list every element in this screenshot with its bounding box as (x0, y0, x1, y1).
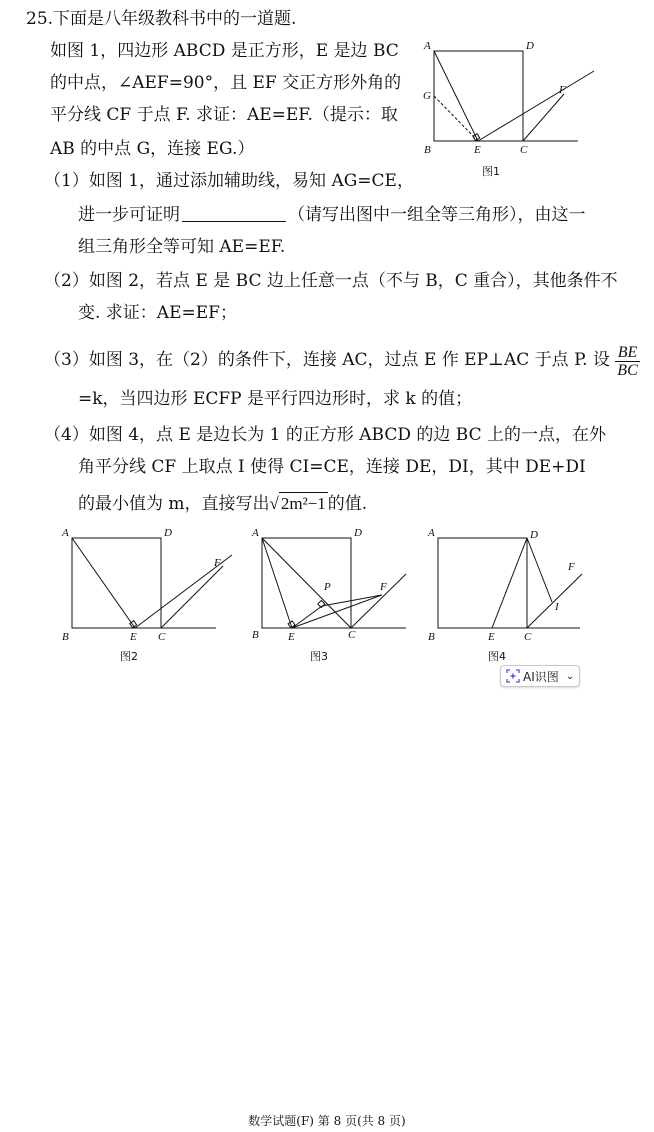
fig2-label-a: A (62, 527, 69, 539)
fig4-label-b: B (428, 631, 435, 643)
part1-pre: 进一步可证明 (78, 205, 180, 225)
part1-line-3: 组三角形全等可知 AE=EF. (78, 237, 286, 257)
part4-line-3: 的最小值为 m，直接写出√ 2m²−1 的值. (78, 494, 368, 514)
fig2-caption: 图2 (120, 650, 138, 663)
fig4-label-d: D (530, 529, 538, 541)
figure-3 (248, 522, 413, 667)
fig2-label-f: F (214, 557, 221, 569)
part4-line-2: 角平分线 CF 上取点 I 使得 CI=CE，连接 DE，DI，其中 DE+DI (78, 457, 586, 477)
fig1-label-d: D (526, 40, 534, 52)
part4-line-1: （4）如图 4，点 E 是边长为 1 的正方形 ABCD 的边 BC 上的一点，在外 (44, 425, 607, 445)
fig2-label-d: D (164, 527, 172, 539)
part3-text: （3）如图 3，在（2）的条件下，连接 AC，过点 E 作 EP⊥AC 于点 P. 设 (44, 350, 610, 370)
figure-2 (58, 522, 238, 667)
part3-line-1 (44, 344, 640, 379)
fig3-label-b: B (252, 629, 259, 641)
fig4-label-i: I (555, 601, 559, 613)
stem-line-4: AB 的中点 G，连接 EG.） (50, 139, 255, 159)
problem-number: 25. (26, 9, 54, 29)
part1-line-1: （1）如图 1，通过添加辅助线，易知 AG=CE， (44, 171, 414, 191)
figure-4 (422, 522, 587, 667)
fig3-label-d: D (354, 527, 362, 539)
part4-post: 的值. (327, 494, 368, 514)
fig1-label-b: B (424, 144, 431, 156)
fig1-label-g: G (423, 90, 431, 102)
part1-post: （请写出图中一组全等三角形），由这一 (288, 205, 586, 225)
ai-scan-icon (506, 669, 520, 683)
fig4-label-f: F (568, 561, 575, 573)
fig4-label-c: C (524, 631, 532, 643)
answer-blank[interactable] (182, 205, 286, 222)
stem-line-1: 如图 1，四边形 ABCD 是正方形，E 是边 BC (50, 41, 399, 61)
fig3-label-a: A (252, 527, 259, 539)
fig1-label-c: C (520, 144, 528, 156)
fig3-label-e: E (288, 631, 295, 643)
figure-1 (418, 35, 598, 183)
fig3-caption: 图3 (310, 650, 328, 663)
sqrt-expression: 2m²−1 (280, 494, 326, 513)
part3-line-2: =k，当四边形 ECFP 是平行四边形时，求 k 的值； (78, 389, 473, 409)
problem-intro: 下面是八年级教科书中的一道题. (53, 9, 297, 29)
ai-button-label: AI识图 (523, 669, 559, 684)
fig4-label-a: A (428, 527, 435, 539)
fig3-label-f: F (380, 581, 387, 593)
fig2-label-c: C (158, 631, 166, 643)
fig3-label-c: C (348, 629, 356, 641)
ai-recognize-button[interactable] (500, 665, 580, 687)
page-footer: 数学试题(F) 第 8 页(共 8 页) (248, 1114, 406, 1128)
stem-line-2: 的中点，∠AEF=90°，且 EF 交正方形外角的 (50, 73, 402, 93)
fig2-label-e: E (130, 631, 137, 643)
fraction-be-bc: $\frac{BE}{BC}$ (617, 344, 638, 379)
part1-line-2 (78, 204, 586, 226)
fig4-label-e: E (488, 631, 495, 643)
fig1-label-f: F (559, 84, 566, 96)
part2-line-1: （2）如图 2，若点 E 是 BC 边上任意一点（不与 B，C 重合），其他条件不 (44, 271, 618, 291)
fig3-label-p: P (324, 581, 331, 593)
fig1-caption: 图1 (482, 165, 500, 178)
problem-header (26, 8, 296, 30)
fig1-label-e: E (474, 144, 481, 156)
chevron-down-icon[interactable]: ⌄ (565, 670, 575, 682)
stem-line-3: 平分线 CF 于点 F. 求证：AE=EF.（提示：取 (50, 105, 398, 125)
fig1-label-a: A (424, 40, 431, 52)
part4-pre: 的最小值为 m，直接写出 (78, 494, 270, 514)
part2-line-2: 变. 求证：AE=EF； (78, 303, 237, 323)
fig2-label-b: B (62, 631, 69, 643)
fig4-caption: 图4 (488, 650, 506, 663)
